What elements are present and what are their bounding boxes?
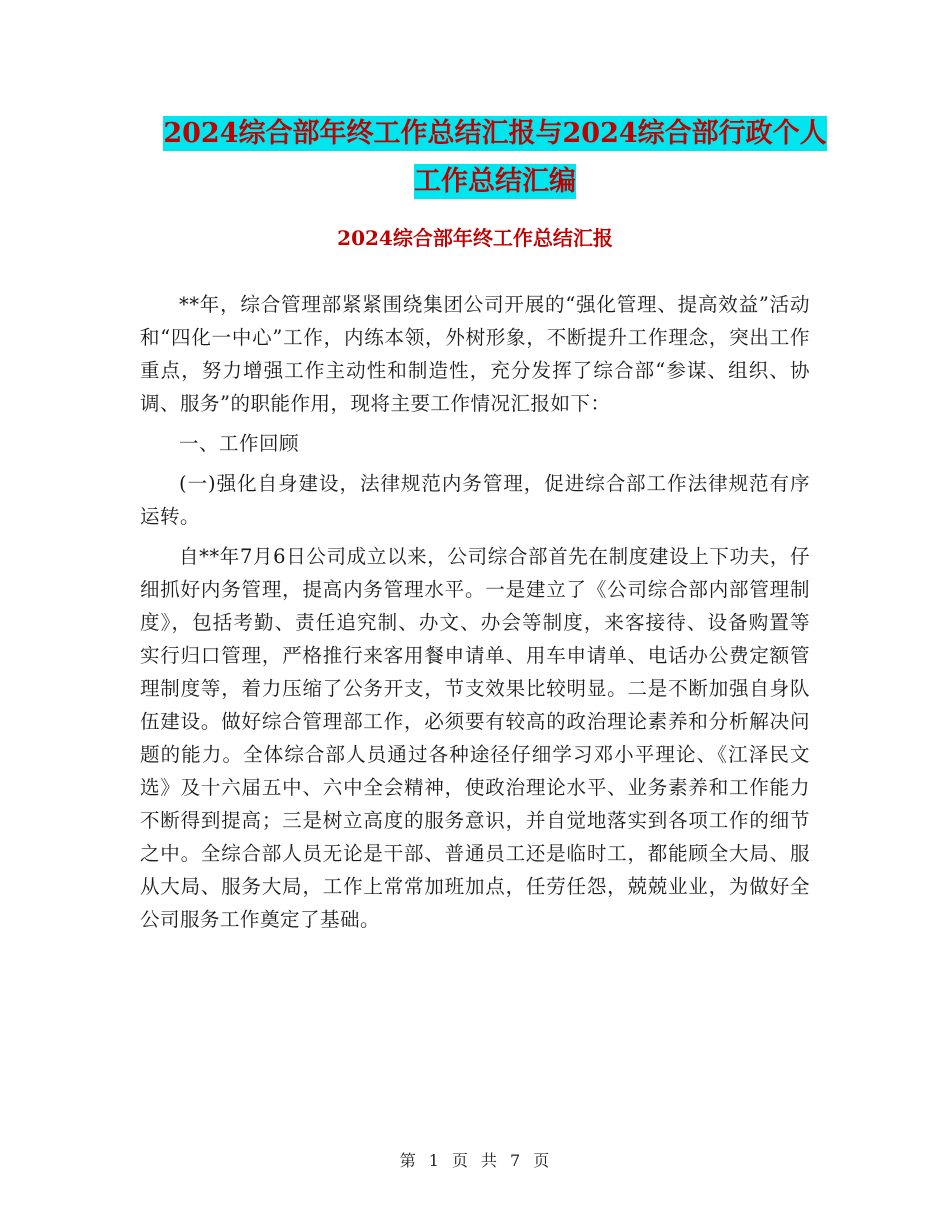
footer-page-prefix: 第 xyxy=(399,1151,417,1170)
paragraph-detail: 自**年7月6日公司成立以来，公司综合部首先在制度建设上下功夫，仔细抓好内务管理，提高内务管理水平。一是建立了《公司综合部内部管理制度》，包括考勤、责任追究制、办文、办会等制度，来客接待、设备购置等实行归口管理，严格推行来客用餐申请单、用车申请单、电话办公费定额管理制度等，着力压缩了公务开支，节支效果比较明显。二是不断加强自身队伍建设。做好综合管理部工作，必须要有较高的政治理论素养和分析解决问题的能力。全体综合部人员通过各种途径仔细学习邓小平理论、《江泽民文选》及十六届五中、六中全会精神，使政治理论水平、业务素养和工作能力不断得到提高；三是树立高度的服务意识，并自觉地落实到各项工作的细节之中。全综合部人员无论是干部、普通员工还是临时工，都能顾全大局、服从大局、服务大局，工作上常常加班加点，任劳任怨，兢兢业业，为做好全公司服务工作奠定了基础。 xyxy=(140,545,810,931)
paragraph-subheading-1: (一)强化自身建设，法律规范内务管理，促进综合部工作法律规范有序运转。 xyxy=(140,472,810,528)
document-title xyxy=(140,110,850,206)
footer-total-pages: 7 xyxy=(510,1151,522,1170)
document-title-line-1: 2024综合部年终工作总结汇报与2024综合部行政个人 xyxy=(163,118,827,149)
footer-total-prefix: 共 xyxy=(481,1151,499,1170)
document-title-line-2: 工作总结汇编 xyxy=(414,166,576,197)
footer-total-suffix: 页 xyxy=(533,1151,551,1170)
document-body xyxy=(140,288,810,943)
section-title: 2024综合部年终工作总结汇报 xyxy=(337,226,613,250)
footer-page-number: 1 xyxy=(428,1151,440,1170)
paragraph-heading-review: 一、工作回顾 xyxy=(179,432,300,455)
paragraph-intro: **年，综合管理部紧紧围绕集团公司开展的“强化管理、提高效益”活动和“四化一中心”工作，内练本领，外树形象，不断提升工作理念，突出工作重点，努力增强工作主动性和制造性，充分发挥了综合部“参谋、组织、协调、服务”的职能作用，现将主要工作情况汇报如下： xyxy=(140,293,810,415)
footer-page-mid: 页 xyxy=(451,1151,469,1170)
page-footer xyxy=(0,1148,950,1171)
